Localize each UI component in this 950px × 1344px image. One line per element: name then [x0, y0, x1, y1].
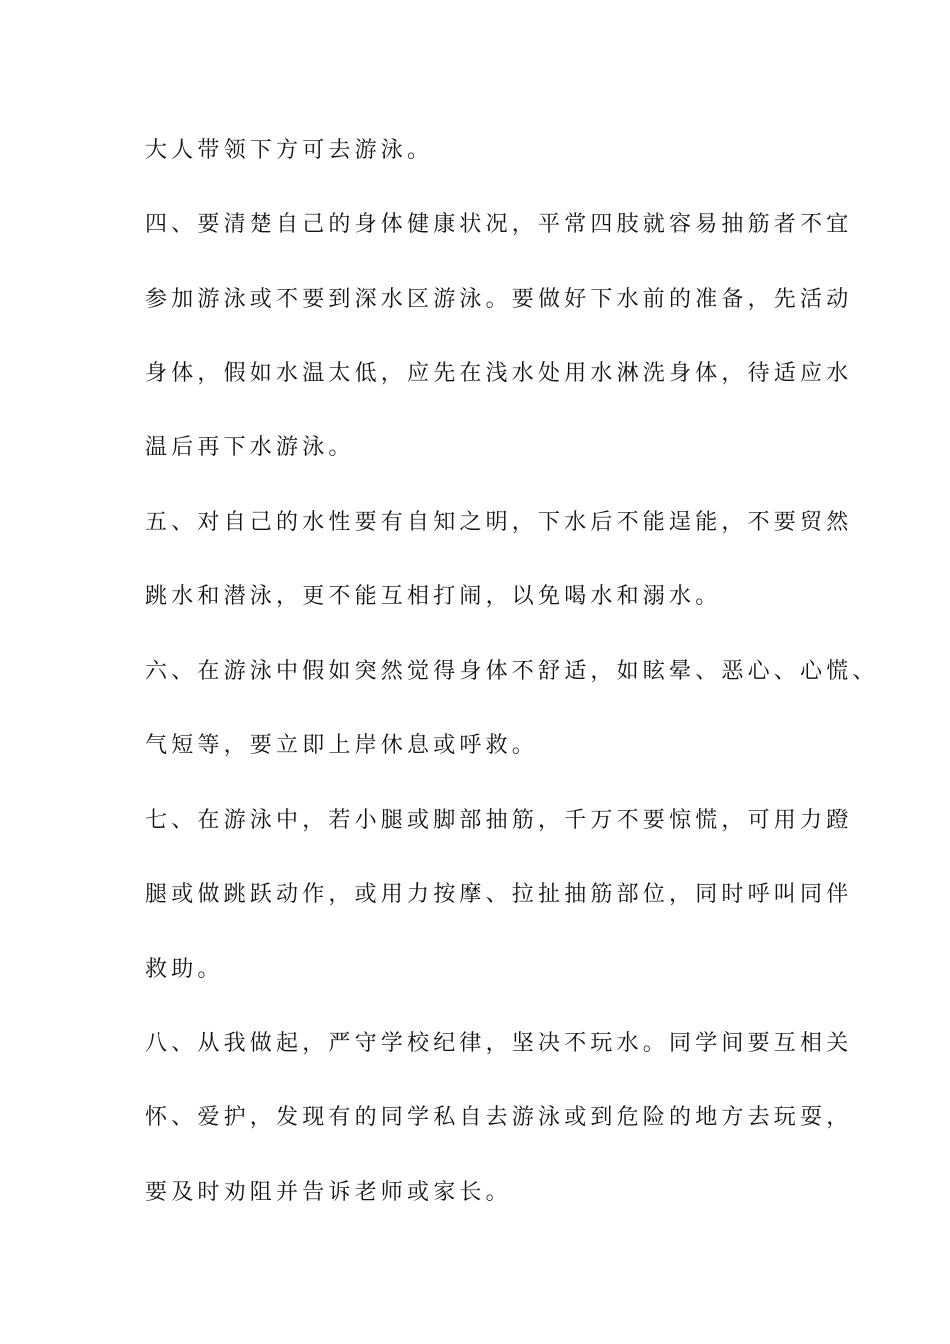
text-line: 救助。 — [145, 957, 224, 982]
text-line: 跳水和潜泳，更不能互相打闹，以免喝水和溺水。 — [145, 584, 722, 609]
text-line: 参加游泳或不要到深水区游泳。要做好下水前的准备，先活动 — [145, 287, 853, 312]
text-line: 身体，假如水温太低，应先在浅水处用水淋洗身体，待适应水 — [145, 361, 853, 386]
text-line: 要及时劝阻并告诉老师或家长。 — [145, 1180, 512, 1205]
text-line: 八、从我做起，严守学校纪律，坚决不玩水。同学间要互相关 — [145, 1031, 853, 1056]
text-line: 五、对自己的水性要有自知之明，下水后不能逞能，不要贸然 — [145, 510, 853, 535]
text-line: 怀、爱护，发现有的同学私自去游泳或到危险的地方去玩耍， — [145, 1105, 853, 1130]
text-line: 六、在游泳中假如突然觉得身体不舒适，如眩晕、恶心、心慌、 — [145, 659, 879, 684]
text-line: 腿或做跳跃动作，或用力按摩、拉扯抽筋部位，同时呼叫同伴 — [145, 882, 853, 907]
text-line: 大人带领下方可去游泳。 — [145, 138, 434, 163]
text-line: 四、要清楚自己的身体健康状况，平常四肢就容易抽筋者不宜 — [145, 212, 853, 237]
text-line: 温后再下水游泳。 — [145, 435, 355, 460]
text-line: 气短等，要立即上岸休息或呼救。 — [145, 733, 539, 758]
text-line: 七、在游泳中，若小腿或脚部抽筋，千万不要惊慌，可用力蹬 — [145, 808, 853, 833]
